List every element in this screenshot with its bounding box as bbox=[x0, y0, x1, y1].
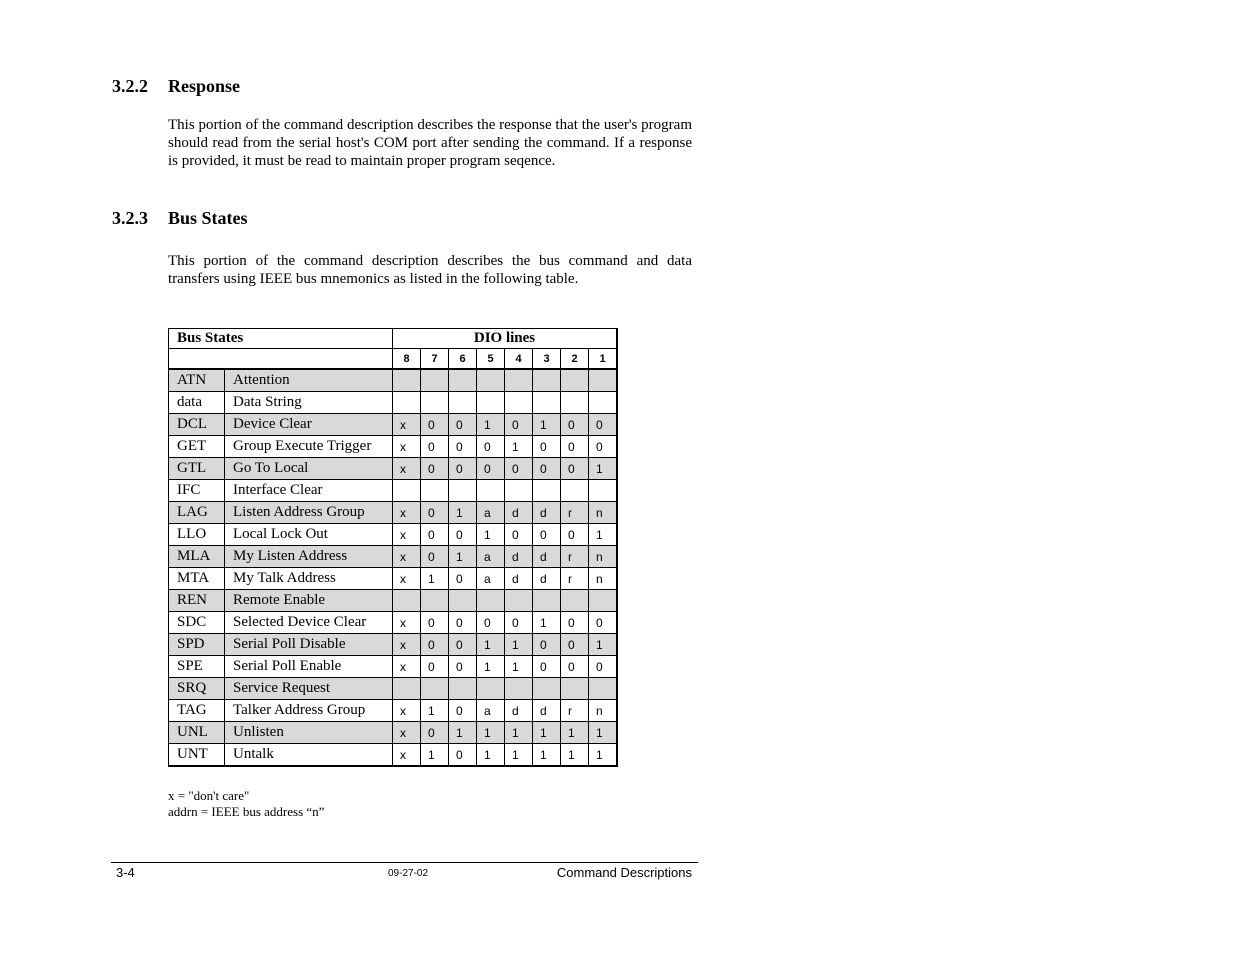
bus-states-paragraph: This portion of the command description describes the bus command and data transfers using IEEE bus mnemonics as listed in the following table. bbox=[168, 253, 692, 287]
mnemonic-cell: data bbox=[169, 392, 225, 414]
state-name-cell: Data String bbox=[225, 392, 393, 414]
section-number: 3.2.3 bbox=[112, 208, 148, 228]
dio-value-cell bbox=[421, 480, 449, 502]
dio-value-cell bbox=[561, 480, 589, 502]
table-row bbox=[169, 590, 618, 612]
dio-value-cell: 1 bbox=[589, 458, 618, 480]
dio-value-cell: 1 bbox=[421, 700, 449, 722]
section-title: Response bbox=[168, 76, 241, 96]
dio-value-cell: 1 bbox=[449, 722, 477, 744]
dio-value-cell: 1 bbox=[561, 744, 589, 767]
dio-value-cell bbox=[533, 369, 561, 392]
dio-value-cell: 0 bbox=[533, 436, 561, 458]
dio-value-cell bbox=[533, 678, 561, 700]
dio-value-cell: n bbox=[589, 502, 618, 524]
dio-value-cell bbox=[477, 369, 505, 392]
dio-value-cell bbox=[393, 369, 421, 392]
dio-value-cell bbox=[533, 590, 561, 612]
mnemonic-cell: UNL bbox=[169, 722, 225, 744]
dio-value-cell: 0 bbox=[449, 458, 477, 480]
dio-value-cell: 0 bbox=[421, 414, 449, 436]
dio-value-cell: n bbox=[589, 568, 618, 590]
dio-value-cell: 0 bbox=[533, 656, 561, 678]
dio-lines-header: DIO lines bbox=[393, 329, 618, 349]
dio-value-cell: 0 bbox=[449, 656, 477, 678]
note-addrn: addrn = IEEE bus address “n” bbox=[168, 804, 325, 819]
table-row bbox=[169, 546, 618, 568]
dio-value-cell bbox=[505, 678, 533, 700]
dio-value-cell: 1 bbox=[477, 414, 505, 436]
mnemonic-cell: MLA bbox=[169, 546, 225, 568]
mnemonic-cell: REN bbox=[169, 590, 225, 612]
mnemonic-cell: LLO bbox=[169, 524, 225, 546]
dio-value-cell bbox=[421, 678, 449, 700]
mnemonic-cell: SRQ bbox=[169, 678, 225, 700]
footer-rule bbox=[111, 862, 698, 863]
dio-value-cell: 0 bbox=[561, 612, 589, 634]
table-row bbox=[169, 436, 618, 458]
dio-value-cell: 1 bbox=[589, 722, 618, 744]
dio-value-cell: x bbox=[393, 546, 421, 568]
dio-value-cell: 0 bbox=[589, 656, 618, 678]
table-row bbox=[169, 524, 618, 546]
state-name-cell: Unlisten bbox=[225, 722, 393, 744]
dio-value-cell bbox=[421, 590, 449, 612]
dio-value-cell: 0 bbox=[421, 546, 449, 568]
dio-value-cell: x bbox=[393, 634, 421, 656]
state-name-cell: Local Lock Out bbox=[225, 524, 393, 546]
dio-value-cell: r bbox=[561, 700, 589, 722]
dio-value-cell: 0 bbox=[505, 414, 533, 436]
dio-value-cell: x bbox=[393, 700, 421, 722]
dio-bit-header: 6 bbox=[449, 349, 477, 370]
state-name-cell: Group Execute Trigger bbox=[225, 436, 393, 458]
dio-value-cell: x bbox=[393, 568, 421, 590]
dio-value-cell bbox=[393, 678, 421, 700]
section-number: 3.2.2 bbox=[112, 76, 148, 96]
footer-date: 09-27-02 bbox=[388, 868, 429, 879]
dio-value-cell bbox=[505, 369, 533, 392]
mnemonic-cell: IFC bbox=[169, 480, 225, 502]
dio-value-cell bbox=[589, 392, 618, 414]
dio-value-cell: x bbox=[393, 458, 421, 480]
dio-value-cell: 0 bbox=[449, 744, 477, 767]
dio-value-cell: 1 bbox=[533, 414, 561, 436]
dio-value-cell: 0 bbox=[589, 436, 618, 458]
bus-states-table bbox=[168, 328, 618, 767]
section-title: Bus States bbox=[168, 208, 248, 228]
dio-value-cell: 0 bbox=[449, 524, 477, 546]
dio-value-cell: 0 bbox=[449, 414, 477, 436]
dio-value-cell: 0 bbox=[505, 458, 533, 480]
mnemonic-cell: LAG bbox=[169, 502, 225, 524]
dio-value-cell: x bbox=[393, 722, 421, 744]
dio-value-cell bbox=[589, 480, 618, 502]
dio-value-cell: 1 bbox=[477, 722, 505, 744]
dio-value-cell: 0 bbox=[421, 502, 449, 524]
dio-value-cell: 0 bbox=[589, 414, 618, 436]
state-name-cell: Device Clear bbox=[225, 414, 393, 436]
dio-value-cell: a bbox=[477, 502, 505, 524]
dio-value-cell: 1 bbox=[421, 568, 449, 590]
dio-value-cell: r bbox=[561, 568, 589, 590]
section-heading-bus-states bbox=[112, 208, 248, 229]
dio-value-cell bbox=[561, 590, 589, 612]
state-name-cell: My Listen Address bbox=[225, 546, 393, 568]
dio-value-cell: 0 bbox=[533, 458, 561, 480]
dio-value-cell: d bbox=[505, 700, 533, 722]
dio-value-cell: 0 bbox=[477, 436, 505, 458]
mnemonic-cell: GET bbox=[169, 436, 225, 458]
dio-value-cell: 0 bbox=[421, 722, 449, 744]
state-name-cell: Serial Poll Disable bbox=[225, 634, 393, 656]
dio-value-cell: 1 bbox=[505, 656, 533, 678]
dio-value-cell bbox=[533, 480, 561, 502]
dio-value-cell bbox=[561, 392, 589, 414]
table-row bbox=[169, 502, 618, 524]
dio-value-cell: 0 bbox=[449, 436, 477, 458]
mnemonic-cell: SPD bbox=[169, 634, 225, 656]
dio-value-cell: 1 bbox=[477, 656, 505, 678]
dio-value-cell bbox=[477, 678, 505, 700]
dio-value-cell: 1 bbox=[533, 722, 561, 744]
dio-value-cell: 1 bbox=[533, 744, 561, 767]
mnemonic-cell: DCL bbox=[169, 414, 225, 436]
dio-value-cell bbox=[393, 480, 421, 502]
table-row bbox=[169, 744, 618, 767]
state-name-cell: Attention bbox=[225, 369, 393, 392]
table-row bbox=[169, 480, 618, 502]
dio-value-cell: 1 bbox=[589, 634, 618, 656]
dio-value-cell bbox=[589, 369, 618, 392]
dio-value-cell bbox=[449, 678, 477, 700]
dio-value-cell: 0 bbox=[561, 524, 589, 546]
dio-value-cell: 0 bbox=[421, 634, 449, 656]
dio-value-cell bbox=[449, 392, 477, 414]
dio-value-cell: 1 bbox=[533, 612, 561, 634]
dio-value-cell: 0 bbox=[421, 436, 449, 458]
mnemonic-cell: GTL bbox=[169, 458, 225, 480]
table-row bbox=[169, 414, 618, 436]
dio-value-cell: 0 bbox=[421, 656, 449, 678]
dio-value-cell: 1 bbox=[589, 524, 618, 546]
state-name-cell: Interface Clear bbox=[225, 480, 393, 502]
dio-value-cell: 0 bbox=[589, 612, 618, 634]
dio-value-cell: 0 bbox=[505, 524, 533, 546]
dio-value-cell bbox=[421, 369, 449, 392]
mnemonic-cell: ATN bbox=[169, 369, 225, 392]
dio-value-cell bbox=[421, 392, 449, 414]
dio-value-cell: a bbox=[477, 546, 505, 568]
dio-bit-header: 5 bbox=[477, 349, 505, 370]
dio-bit-header: 3 bbox=[533, 349, 561, 370]
dio-value-cell: 1 bbox=[505, 634, 533, 656]
dio-value-cell bbox=[449, 590, 477, 612]
table-row bbox=[169, 568, 618, 590]
state-name-cell: Talker Address Group bbox=[225, 700, 393, 722]
dio-value-cell: 0 bbox=[449, 634, 477, 656]
section-heading-response bbox=[112, 76, 240, 97]
dio-value-cell: 1 bbox=[505, 722, 533, 744]
table-row bbox=[169, 722, 618, 744]
dio-value-cell: 0 bbox=[477, 458, 505, 480]
dio-value-cell: 1 bbox=[589, 744, 618, 767]
state-name-cell: Selected Device Clear bbox=[225, 612, 393, 634]
dio-value-cell: 0 bbox=[449, 700, 477, 722]
dio-value-cell bbox=[589, 590, 618, 612]
dio-value-cell: x bbox=[393, 612, 421, 634]
table-row bbox=[169, 369, 618, 392]
dio-bit-header: 8 bbox=[393, 349, 421, 370]
state-name-cell: My Talk Address bbox=[225, 568, 393, 590]
footer-chapter: Command Descriptions bbox=[556, 865, 692, 880]
dio-value-cell: 1 bbox=[421, 744, 449, 767]
dio-value-cell bbox=[393, 392, 421, 414]
state-name-cell: Untalk bbox=[225, 744, 393, 767]
dio-value-cell: 0 bbox=[421, 524, 449, 546]
dio-value-cell bbox=[505, 590, 533, 612]
table-row bbox=[169, 678, 618, 700]
mnemonic-cell: TAG bbox=[169, 700, 225, 722]
mnemonic-cell: MTA bbox=[169, 568, 225, 590]
dio-value-cell: 0 bbox=[421, 612, 449, 634]
footer-page-number: 3-4 bbox=[116, 865, 135, 880]
dio-value-cell: 0 bbox=[561, 436, 589, 458]
mnemonic-cell: SPE bbox=[169, 656, 225, 678]
dio-value-cell: 1 bbox=[477, 634, 505, 656]
dio-value-cell: x bbox=[393, 502, 421, 524]
dio-value-cell: x bbox=[393, 524, 421, 546]
dio-bit-header: 4 bbox=[505, 349, 533, 370]
dio-value-cell: d bbox=[533, 700, 561, 722]
bus-states-header: Bus States bbox=[169, 329, 393, 349]
state-name-cell: Go To Local bbox=[225, 458, 393, 480]
dio-value-cell: d bbox=[505, 546, 533, 568]
dio-value-cell bbox=[449, 369, 477, 392]
dio-value-cell: 1 bbox=[477, 524, 505, 546]
dio-value-cell: 0 bbox=[561, 656, 589, 678]
response-paragraph: This portion of the command description describes the response that the user's program should read from the serial host's COM port after sending the command. If a response is provided, it must be read to maintain proper program seqence. bbox=[168, 117, 692, 169]
dio-value-cell bbox=[533, 392, 561, 414]
dio-value-cell bbox=[561, 369, 589, 392]
dio-bit-header: 7 bbox=[421, 349, 449, 370]
table-row bbox=[169, 458, 618, 480]
table-row bbox=[169, 700, 618, 722]
table-row bbox=[169, 656, 618, 678]
dio-value-cell bbox=[505, 392, 533, 414]
dio-value-cell: 1 bbox=[505, 436, 533, 458]
dio-value-cell: a bbox=[477, 568, 505, 590]
dio-value-cell: 0 bbox=[533, 524, 561, 546]
dio-value-cell bbox=[477, 480, 505, 502]
blank-header-cell bbox=[169, 349, 393, 370]
dio-value-cell: 0 bbox=[561, 458, 589, 480]
dio-value-cell: x bbox=[393, 744, 421, 767]
dio-value-cell bbox=[561, 678, 589, 700]
dio-value-cell: d bbox=[533, 502, 561, 524]
dio-value-cell bbox=[477, 590, 505, 612]
dio-value-cell: x bbox=[393, 656, 421, 678]
dio-value-cell: n bbox=[589, 700, 618, 722]
dio-value-cell: 0 bbox=[449, 568, 477, 590]
table-row bbox=[169, 612, 618, 634]
dio-value-cell: d bbox=[533, 546, 561, 568]
dio-value-cell: d bbox=[505, 502, 533, 524]
mnemonic-cell: SDC bbox=[169, 612, 225, 634]
state-name-cell: Service Request bbox=[225, 678, 393, 700]
state-name-cell: Serial Poll Enable bbox=[225, 656, 393, 678]
dio-value-cell: 0 bbox=[561, 414, 589, 436]
dio-value-cell bbox=[449, 480, 477, 502]
note-dont-care: x = "don't care" bbox=[168, 788, 250, 803]
dio-value-cell: x bbox=[393, 436, 421, 458]
table-row bbox=[169, 392, 618, 414]
dio-value-cell: 0 bbox=[533, 634, 561, 656]
dio-value-cell: 0 bbox=[505, 612, 533, 634]
dio-value-cell: 1 bbox=[561, 722, 589, 744]
dio-value-cell: d bbox=[505, 568, 533, 590]
dio-value-cell bbox=[505, 480, 533, 502]
table-row bbox=[169, 634, 618, 656]
mnemonic-cell: UNT bbox=[169, 744, 225, 767]
dio-value-cell: 0 bbox=[421, 458, 449, 480]
dio-value-cell: n bbox=[589, 546, 618, 568]
dio-value-cell: d bbox=[533, 568, 561, 590]
dio-value-cell bbox=[477, 392, 505, 414]
dio-value-cell: x bbox=[393, 414, 421, 436]
dio-value-cell bbox=[393, 590, 421, 612]
dio-value-cell: 1 bbox=[505, 744, 533, 767]
dio-value-cell bbox=[589, 678, 618, 700]
dio-value-cell: 0 bbox=[449, 612, 477, 634]
dio-value-cell: 1 bbox=[449, 502, 477, 524]
dio-value-cell: 1 bbox=[477, 744, 505, 767]
state-name-cell: Remote Enable bbox=[225, 590, 393, 612]
dio-bit-header: 2 bbox=[561, 349, 589, 370]
state-name-cell: Listen Address Group bbox=[225, 502, 393, 524]
dio-value-cell: 0 bbox=[477, 612, 505, 634]
dio-value-cell: r bbox=[561, 502, 589, 524]
dio-value-cell: 1 bbox=[449, 546, 477, 568]
dio-bit-header: 1 bbox=[589, 349, 618, 370]
dio-value-cell: 0 bbox=[561, 634, 589, 656]
dio-value-cell: r bbox=[561, 546, 589, 568]
dio-value-cell: a bbox=[477, 700, 505, 722]
